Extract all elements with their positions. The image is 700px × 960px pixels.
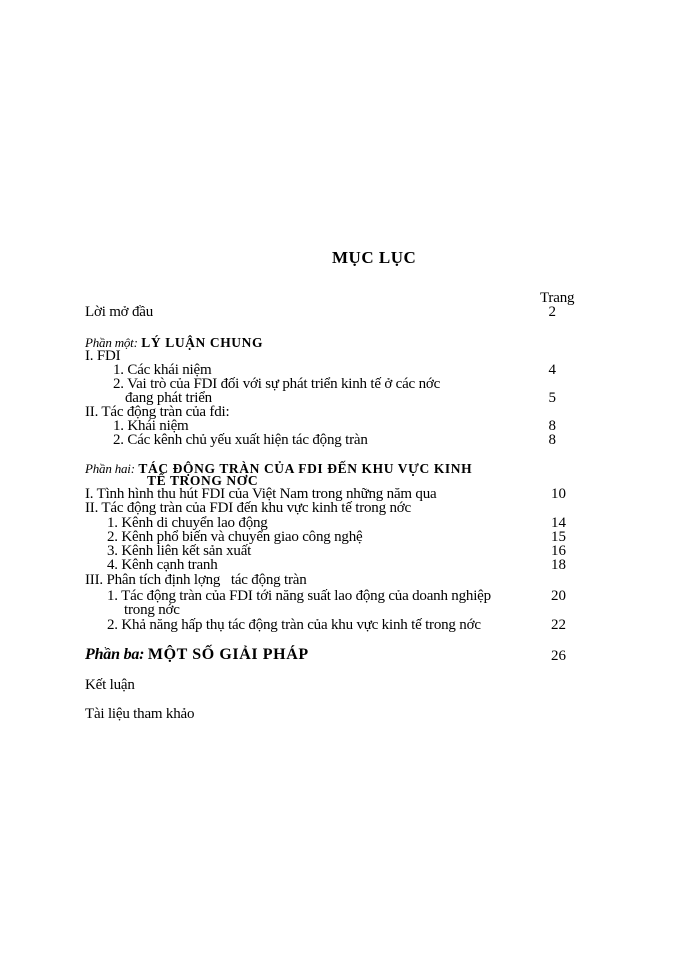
page-title: MỤC LỤC bbox=[332, 248, 417, 267]
part1-title: LÝ LUẬN CHUNG bbox=[141, 335, 264, 350]
part2-prefix: Phần hai: bbox=[85, 461, 135, 476]
toc-item-page: 14 bbox=[551, 515, 566, 531]
toc-preface-page: 2 bbox=[548, 304, 556, 320]
toc-item-page: 18 bbox=[551, 557, 566, 573]
toc-item[interactable]: 1. Kênh di chuyển lao động bbox=[107, 515, 268, 531]
toc-item[interactable]: 2. Kênh phổ biến và chuyển giao công nghệ bbox=[107, 529, 363, 545]
part1-prefix: Phần một: bbox=[85, 335, 138, 350]
toc-item[interactable]: 4. Kênh cạnh tranh bbox=[107, 557, 218, 573]
toc-item[interactable]: 1. Tác động tràn của FDI tới năng suất lao động của doanh nghiệp bbox=[107, 588, 491, 604]
toc-references[interactable]: Tài liệu tham khảo bbox=[85, 706, 195, 722]
toc-item[interactable]: 1. Các khái niệm bbox=[113, 362, 212, 378]
part2-title-line2: TẾ TRONG NƠC bbox=[147, 473, 259, 488]
toc-item[interactable]: 3. Kênh liên kết sản xuất bbox=[107, 543, 252, 559]
toc-item-page: 5 bbox=[548, 390, 556, 406]
toc-item[interactable]: 1. Khái niệm bbox=[113, 418, 189, 434]
toc-part3-heading[interactable] bbox=[85, 647, 309, 663]
toc-item[interactable]: 2. Vai trò của FDI đối với sự phát triển kinh tế ở các nớc bbox=[113, 376, 441, 392]
toc-item[interactable]: 2. Các kênh chủ yếu xuất hiện tác động tràn bbox=[113, 432, 368, 448]
toc-item-page: 4 bbox=[548, 362, 556, 378]
toc-item-page: 16 bbox=[551, 543, 566, 559]
toc-part2-section3[interactable]: III. Phân tích định lợng tác động tràn bbox=[85, 572, 307, 588]
toc-preface[interactable]: Lời mở đầu bbox=[85, 304, 154, 320]
toc-item-page: 10 bbox=[551, 486, 566, 502]
toc-part2-section1[interactable]: I. Tình hình thu hút FDI của Việt Nam trong những năm qua bbox=[85, 486, 437, 502]
toc-item-continuation: đang phát triển bbox=[125, 390, 212, 406]
toc-item-page: 22 bbox=[551, 617, 566, 633]
part2-title-line1: TÁC ĐỘNG TRÀN CỦA FDI ĐẾN KHU VỰC KINH bbox=[138, 461, 473, 476]
toc-conclusion[interactable]: Kết luận bbox=[85, 677, 135, 693]
toc-item-page: 15 bbox=[551, 529, 566, 545]
page-column-header: Trang bbox=[540, 290, 575, 306]
toc-item-page: 20 bbox=[551, 588, 566, 604]
toc-part2-section2[interactable]: II. Tác động tràn của FDI đến khu vực kinh tế trong nớc bbox=[85, 500, 411, 516]
part3-title: MỘT SỐ GIẢI PHÁP bbox=[147, 646, 309, 663]
toc-item-continuation: trong nớc bbox=[124, 602, 180, 618]
part3-prefix: Phần ba: bbox=[85, 646, 145, 663]
toc-item-page: 8 bbox=[548, 432, 556, 448]
toc-item[interactable]: 2. Khả năng hấp thụ tác động tràn của khu vực kinh tế trong nớc bbox=[107, 617, 481, 633]
toc-item-page: 8 bbox=[548, 418, 556, 434]
toc-part1-section2[interactable]: II. Tác động tràn của fdi: bbox=[85, 404, 230, 420]
toc-part1-section1[interactable]: I. FDI bbox=[85, 348, 121, 364]
toc-part2-heading[interactable] bbox=[85, 461, 472, 477]
toc-item-page: 26 bbox=[551, 648, 566, 664]
